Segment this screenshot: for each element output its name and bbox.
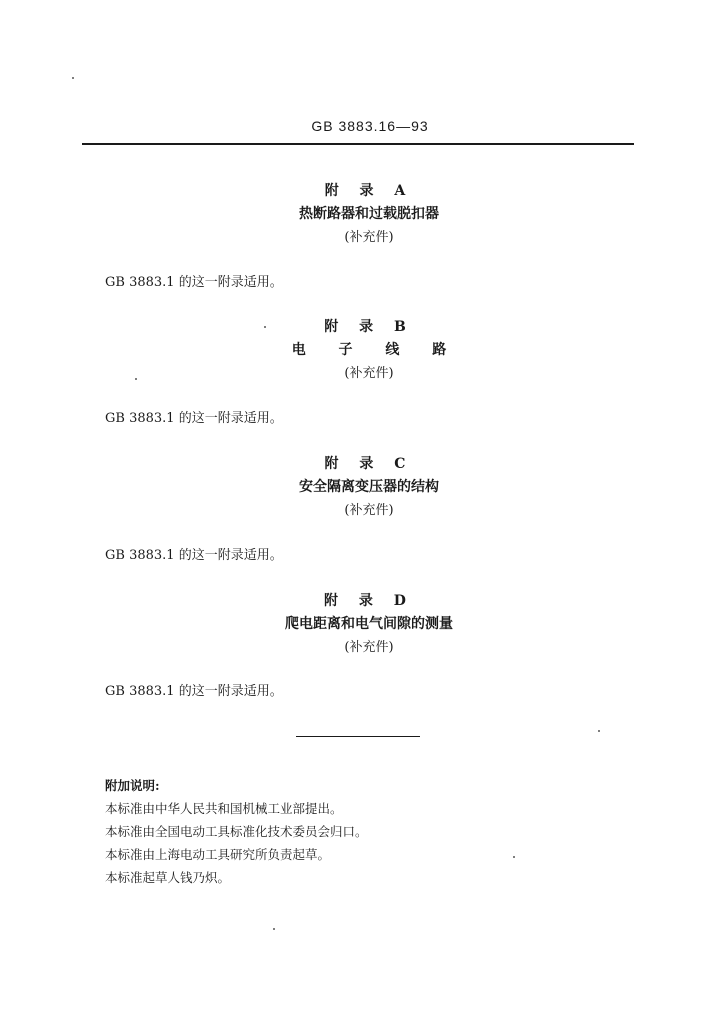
section-divider [296,736,420,737]
note-line: 本标准起草人钱乃炽。 [105,870,231,885]
appendix-d-label: 附 录 D [324,593,414,609]
appendix-b-title: 电 子 线 路 [291,342,461,358]
appendix-d-title: 爬电距离和电气间隙的测量 [285,616,453,632]
additional-notes [105,774,368,889]
appendix-d [0,590,724,659]
appendix-b-label: 附 录 B [324,319,414,335]
scan-speck [135,378,137,380]
note-line: 本标准由上海电动工具研究所负责起草。 [105,847,331,862]
appendix-a [0,180,724,249]
appendix-c-label: 附 录 C [324,456,414,472]
appendix-c-title: 安全隔离变压器的结构 [299,479,439,495]
appendix-c [0,453,724,522]
note-line: 本标准由中华人民共和国机械工业部提出。 [105,801,343,816]
scan-speck [264,326,266,328]
scan-speck [513,856,515,858]
scan-speck [273,928,275,930]
appendix-a-applies: GB 3883.1 的这一附录适用。 [105,275,283,290]
header-rule [82,143,634,145]
scan-speck [598,730,600,732]
appendix-c-subtitle: (补充件) [344,503,394,518]
appendix-a-label: 附 录 A [324,183,414,199]
appendix-d-subtitle: (补充件) [344,640,394,655]
scan-speck [72,77,74,79]
appendix-b-subtitle: (补充件) [344,366,394,381]
appendix-b [0,316,724,385]
header-standard-code: GB 3883.16—93 [311,118,429,134]
appendix-a-subtitle: (补充件) [344,230,394,245]
appendix-d-applies: GB 3883.1 的这一附录适用。 [105,684,283,699]
appendix-c-applies: GB 3883.1 的这一附录适用。 [105,548,283,563]
notes-heading: 附加说明: [105,778,160,793]
appendix-a-title: 热断路器和过载脱扣器 [299,206,439,222]
appendix-b-applies: GB 3883.1 的这一附录适用。 [105,411,283,426]
note-line: 本标准由全国电动工具标准化技术委员会归口。 [105,824,368,839]
